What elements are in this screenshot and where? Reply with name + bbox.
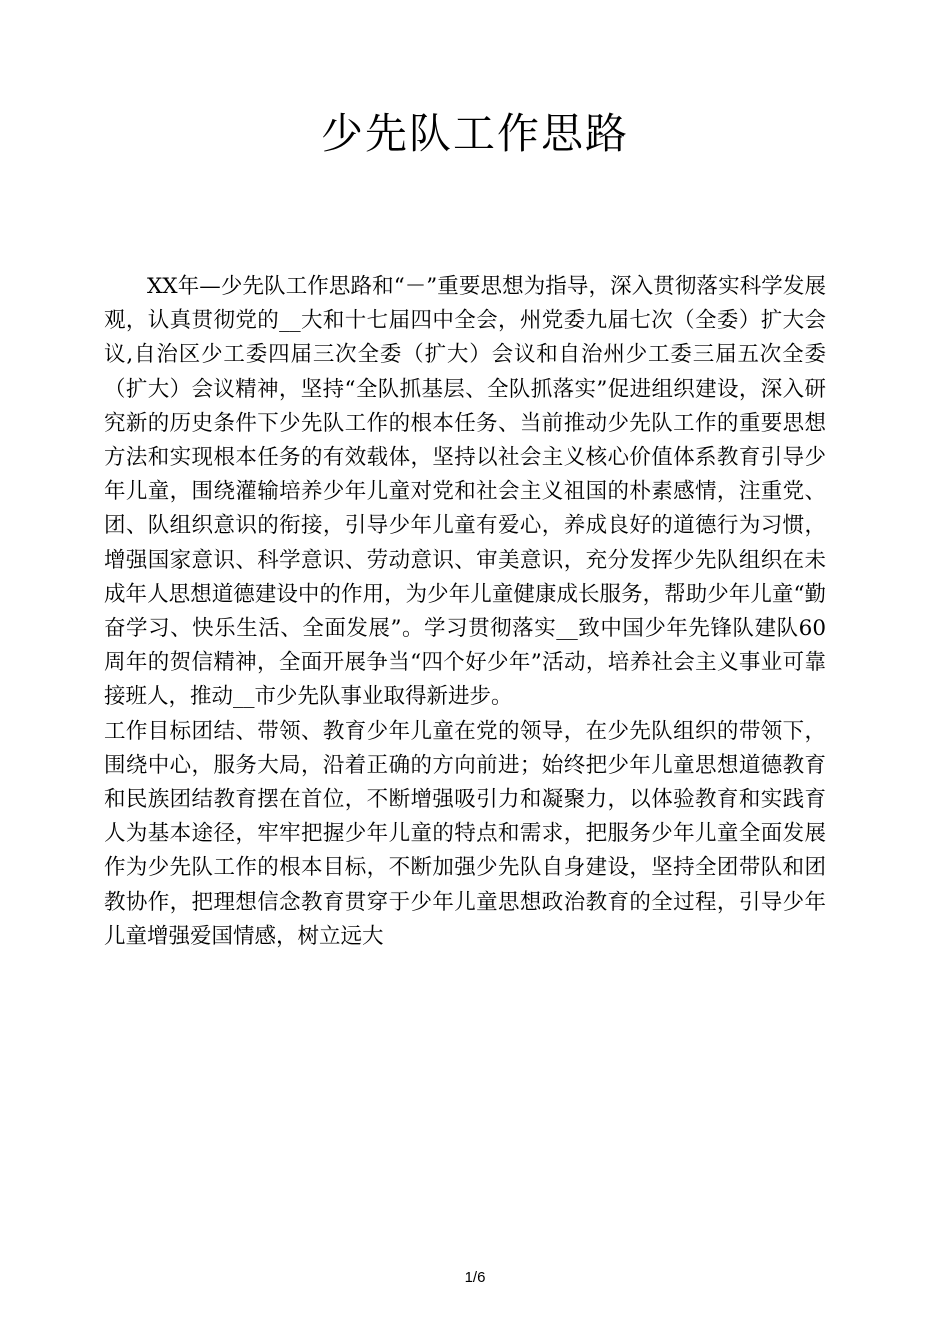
document-title: 少先队工作思路 — [320, 109, 629, 158]
paragraph-intro: XX年—少先队工作思路和“－”重要思想为指导，深入贯彻落实科学发展观，认真贯彻党的__大和十七届四中全会，州党委九届七次（全委）扩大会议,自治区少工委四届三次全委（扩大）会议和自治州少工委三届五次全委（扩大）会议精神，坚持“全队抓基层、全队抓落实”促进组织建设，深入研究新的历史条件下少先队工作的根本任务、当前推动少先队工作的重要思想方法和实现根本任务的有效载体，坚持以社会主义核心价值体系教育引导少年儿童，围绕灌输培养少年儿童对党和社会主义祖国的朴素感情，注重党、团、队组织意识的衔接，引导少年儿童有爱心，养成良好的道德行为习惯，增强国家意识、科学意识、劳动意识、审美意识，充分发挥少先队组织在未成年人思想道德建设中的作用，为少年儿童健康成长服务，帮助少年儿童“勤奋学习、快乐生活、全面发展”。学习贯彻落实__致中国少年先锋队建队60周年的贺信精神，全面开展争当“四个好少年”活动，培养社会主义事业可靠接班人，推动__市少先队事业取得新进步。 — [104, 274, 826, 710]
paragraph-goals: 工作目标团结、带领、教育少年儿童在党的领导，在少先队组织的带领下，围绕中心，服务大局，沿着正确的方向前进；始终把少年儿童思想道德教育和民族团结教育摆在首位，不断增强吸引力和凝聚力，以体验教育和实践育人为基本途径，牢牢把握少年儿童的特点和需求，把服务少年儿童全面发展作为少先队工作的根本目标，不断加强少先队自身建设，坚持全团带队和团教协作，把理想信念教育贯穿于少年儿童思想政治教育的全过程，引导少年儿童增强爱国情感，树立远大 — [104, 718, 826, 949]
document-body — [104, 270, 826, 954]
page-number: 1/6 — [464, 1269, 486, 1286]
